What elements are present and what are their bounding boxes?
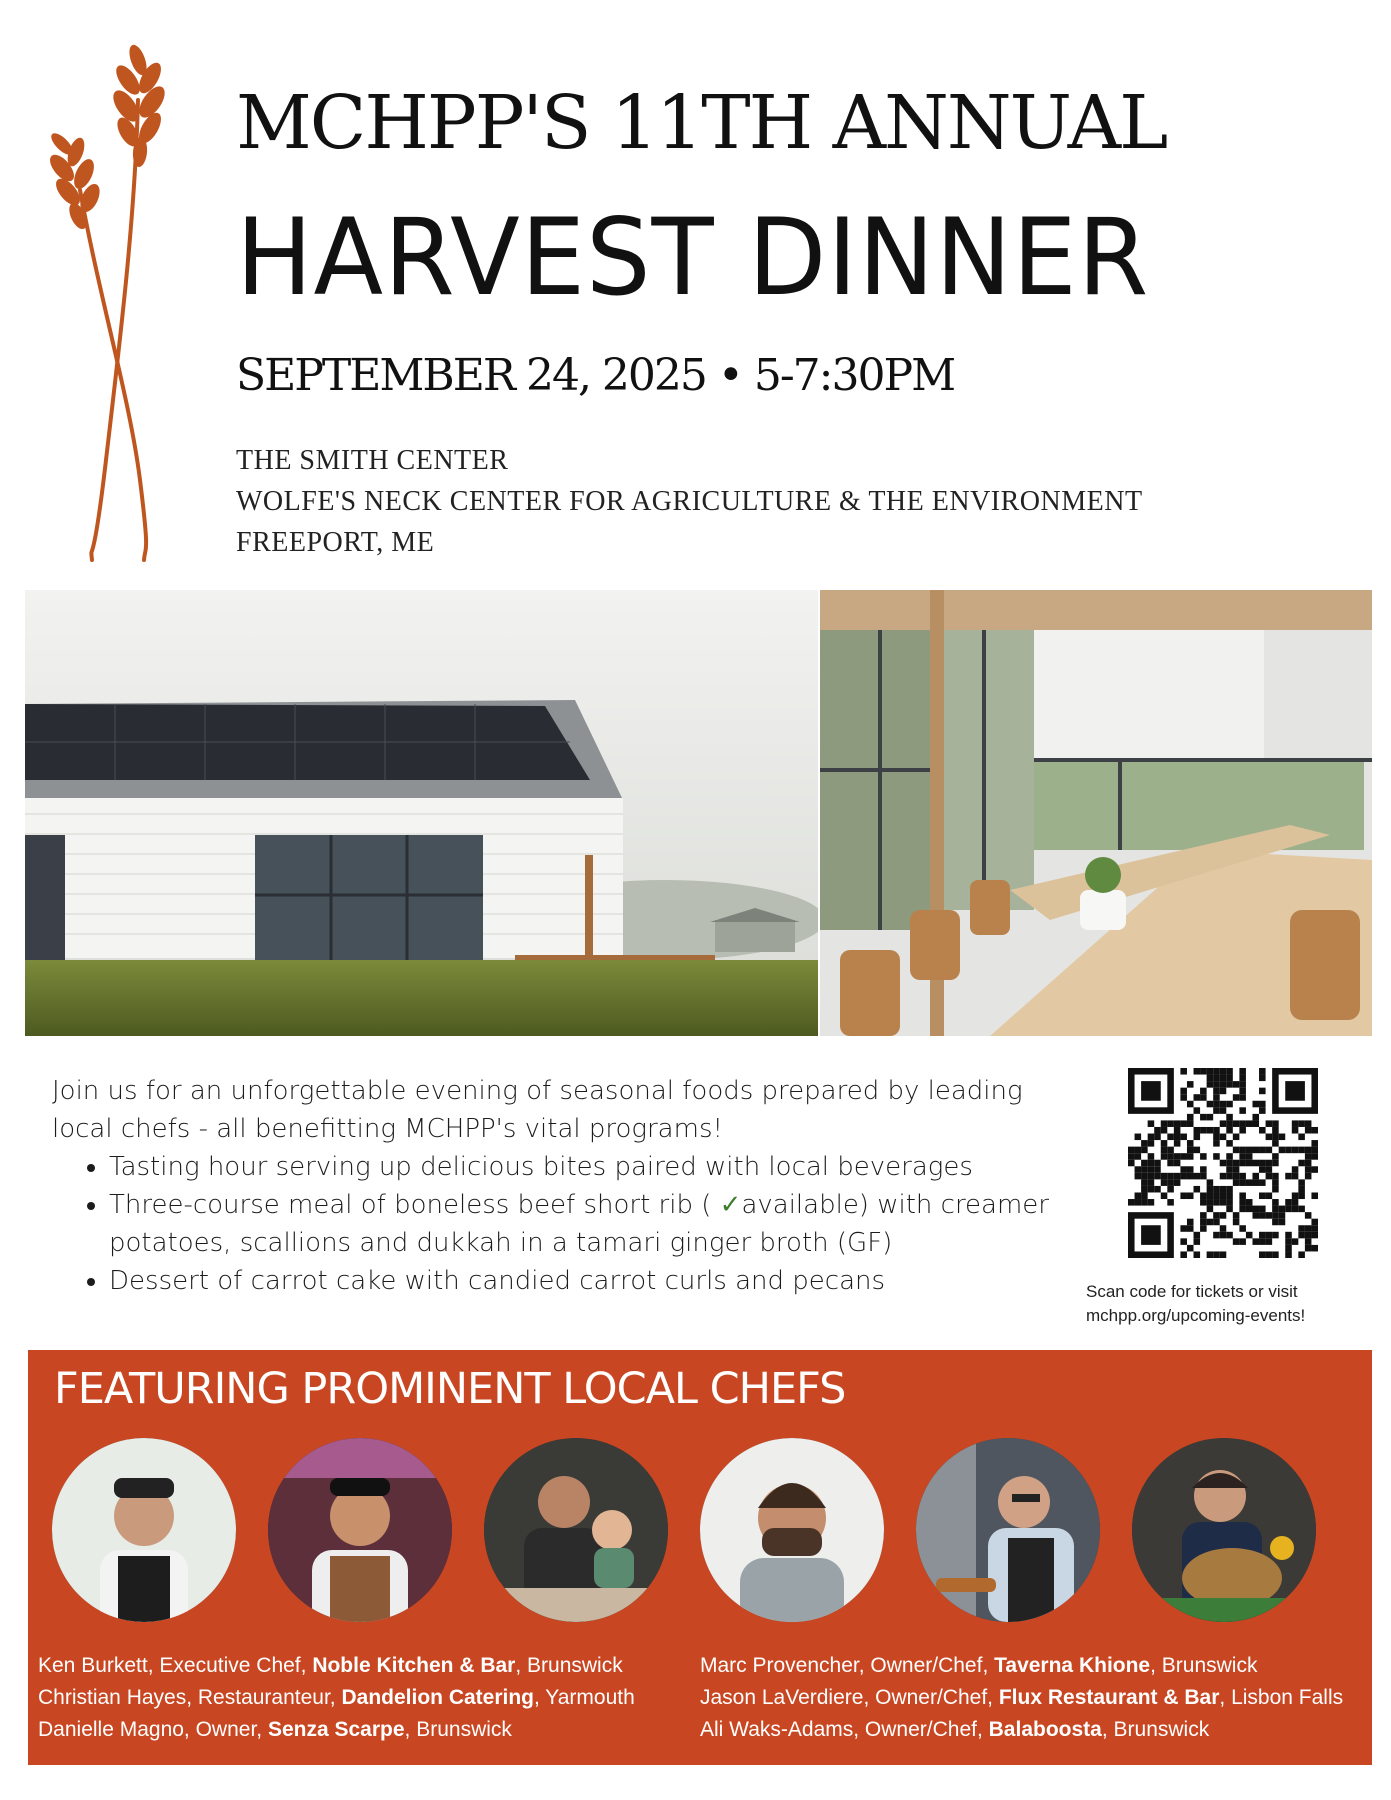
menu-item-dessert: • Dessert of carrot cake with candied carrot curls and pecans [109, 1262, 1052, 1300]
chef-photo-ali-waks-adams [1132, 1438, 1316, 1622]
chef-photo-jason-laverdiere [916, 1438, 1100, 1622]
chef-name-role: Marc Provencher, Owner/Chef, [700, 1654, 995, 1677]
chef-list-right [700, 1650, 1343, 1746]
vegan-leaf-icon: ✓ [719, 1190, 742, 1220]
event-title: HARVEST DINNER [236, 196, 1150, 319]
chef-town: , Brunswick [515, 1654, 623, 1677]
chef-name-role: Jason LaVerdiere, Owner/Chef, [700, 1686, 999, 1709]
event-date-time: SEPTEMBER 24, 2025 • 5-7:30PM [236, 350, 955, 401]
chef-photo-ken-burkett [52, 1438, 236, 1622]
chef-photo-marc-provencher [700, 1438, 884, 1622]
chef-town: , Brunswick [404, 1718, 512, 1741]
chef-entry [700, 1714, 1343, 1746]
menu-list [52, 1148, 1052, 1300]
menu-item-main-course [109, 1186, 1052, 1262]
chef-town: , Brunswick [1101, 1718, 1210, 1741]
event-description [52, 1072, 1052, 1300]
chef-town: , Yarmouth [534, 1686, 635, 1709]
chef-name-role: Christian Hayes, Restauranteur, [38, 1686, 342, 1709]
chefs-heading: FEATURING PROMINENT LOCAL CHEFS [54, 1364, 846, 1414]
chef-restaurant: Senza Scarpe [267, 1718, 405, 1741]
chef-entry [38, 1682, 635, 1714]
chef-restaurant: Noble Kitchen & Bar [312, 1654, 516, 1677]
venue-location: FREEPORT, ME [236, 527, 435, 558]
chef-restaurant: Taverna Khione [994, 1654, 1151, 1677]
qr-caption-link[interactable]: mchpp.org/upcoming-events! [1086, 1306, 1306, 1325]
venue-block [236, 440, 1143, 563]
chef-name-role: Ali Waks-Adams, Owner/Chef, [700, 1718, 989, 1741]
chef-name-role: Ken Burkett, Executive Chef, [38, 1654, 313, 1677]
chef-photo-danielle-magno [484, 1438, 668, 1622]
wheat-illustration [40, 40, 190, 570]
chef-town: , Lisbon Falls [1219, 1686, 1344, 1709]
chef-restaurant: Dandelion Catering [341, 1686, 535, 1709]
chefs-panel [28, 1350, 1372, 1765]
event-subtitle: MCHPP'S 11TH ANNUAL [236, 80, 1167, 166]
chef-town: , Brunswick [1150, 1654, 1258, 1677]
chef-entry [38, 1650, 635, 1682]
qr-code[interactable] [1128, 1068, 1318, 1258]
chef-photo-christian-hayes [268, 1438, 452, 1622]
building-exterior-photo [25, 590, 818, 1036]
chef-restaurant: Flux Restaurant & Bar [998, 1686, 1220, 1709]
chef-name-role: Danielle Magno, Owner, [38, 1718, 268, 1741]
venue-organization: WOLFE'S NECK CENTER FOR AGRICULTURE & THE ENVIRONMENT [236, 486, 1143, 517]
qr-caption-line1: Scan code for tickets or visit [1086, 1282, 1298, 1301]
main-course-text-a: Three-course meal of boneless beef short rib ( [109, 1190, 712, 1220]
chef-entry [38, 1714, 635, 1746]
intro-paragraph: Join us for an unforgettable evening of seasonal foods prepared by leading local chefs - all benefitting MCHPP's vital programs! [52, 1076, 1023, 1144]
chef-list-left [38, 1650, 635, 1746]
chef-entry [700, 1650, 1343, 1682]
menu-item-tasting: • Tasting hour serving up delicious bites paired with local beverages [109, 1148, 1052, 1186]
venue-name: THE SMITH CENTER [236, 445, 509, 476]
chef-entry [700, 1682, 1343, 1714]
main-course-text-b: available) with creamer potatoes, scallions and dukkah in a tamari ginger broth (GF) [109, 1190, 1049, 1258]
dining-room-photo [820, 590, 1372, 1036]
chef-restaurant: Balaboosta [988, 1718, 1102, 1741]
qr-caption [1086, 1280, 1305, 1328]
